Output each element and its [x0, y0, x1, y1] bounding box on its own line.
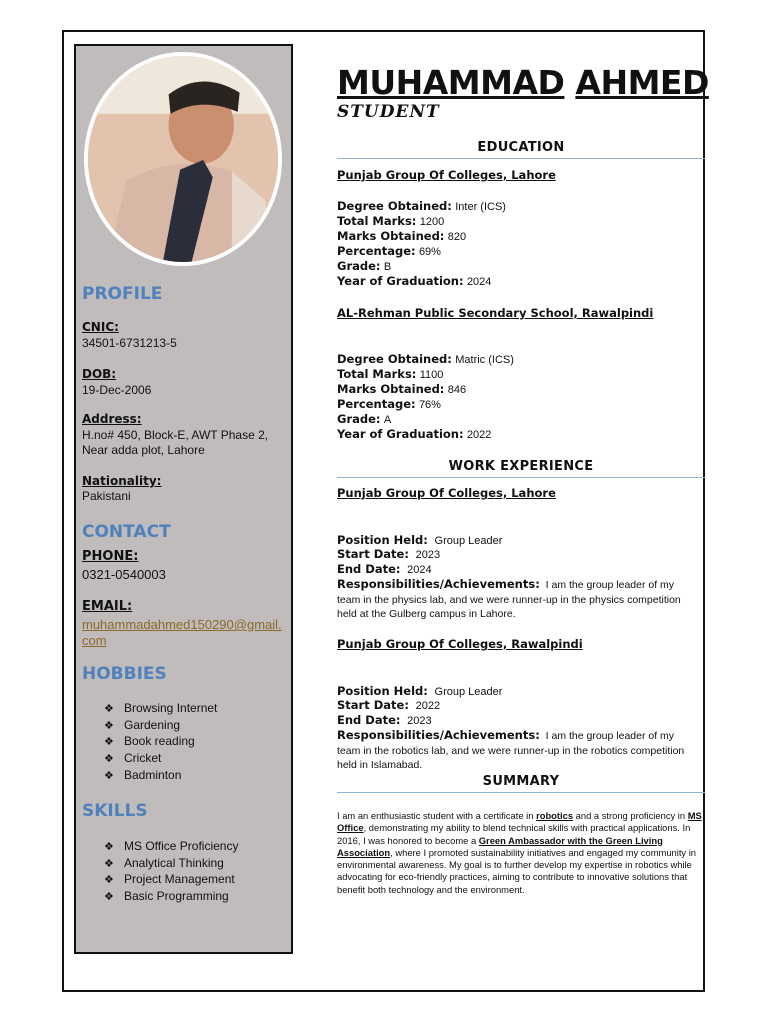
position-row: Position Held: Group Leader: [337, 533, 503, 547]
responsibilities-row: Responsibilities/Achievements: I am the group leader of my team in the robotics lab, and we were runner-up in the robotics competition held in Islamabad.: [337, 728, 685, 771]
sidebar: [74, 44, 293, 954]
work-organization: Punjab Group Of Colleges, Rawalpindi: [337, 637, 583, 651]
skills-list: [104, 838, 238, 905]
email-label: EMAIL:: [82, 599, 133, 614]
candidate-role: STUDENT: [337, 102, 440, 122]
start-date-row: Start Date: 2023: [337, 547, 441, 561]
end-date-row: End Date: 2023: [337, 713, 432, 727]
candidate-name: [337, 63, 709, 102]
position-row: Position Held: Group Leader: [337, 684, 503, 698]
list-item: ❖ Badminton: [104, 767, 217, 784]
last-name: AHMED: [575, 63, 709, 102]
education-institution: Punjab Group Of Colleges, Lahore: [337, 168, 556, 182]
percentage-row: Percentage: 76%: [337, 397, 441, 411]
diamond-bullet-icon: ❖: [104, 719, 114, 732]
marks-obtained-row: Marks Obtained: 820: [337, 229, 467, 243]
profile-heading: PROFILE: [82, 284, 163, 304]
degree-row: Degree Obtained: Matric (ICS): [337, 352, 514, 366]
phone-label: PHONE:: [82, 549, 139, 564]
work-organization: Punjab Group Of Colleges, Lahore: [337, 486, 556, 500]
diamond-bullet-icon: ❖: [104, 874, 114, 887]
marks-obtained-row: Marks Obtained: 846: [337, 382, 467, 396]
work-experience-heading: WORK EXPERIENCE: [448, 459, 594, 474]
list-item: ❖ Browsing Internet: [104, 700, 217, 717]
list-item: ❖ Cricket: [104, 750, 217, 767]
grade-row: Grade: B: [337, 259, 392, 273]
list-item: ❖ Book reading: [104, 733, 217, 750]
degree-row: Degree Obtained: Inter (ICS): [337, 199, 506, 213]
list-item: ❖ Project Management: [104, 871, 238, 888]
graduation-year-row: Year of Graduation: 2022: [337, 427, 492, 441]
responsibilities-row: Responsibilities/Achievements: I am the group leader of my team in the physics lab, and we were runner-up in the physics competition held at the Gulberg campus in Lahore.: [337, 577, 681, 620]
diamond-bullet-icon: ❖: [104, 891, 114, 904]
skills-heading: SKILLS: [82, 801, 148, 821]
list-item: ❖ Basic Programming: [104, 888, 238, 905]
end-date-row: End Date: 2024: [337, 562, 432, 576]
total-marks-row: Total Marks: 1100: [337, 367, 444, 381]
education-institution: AL-Rehman Public Secondary School, Rawalpindi: [337, 306, 654, 320]
summary-paragraph: I am an enthusiastic student with a certificate in robotics and a strong proficiency in MS Office, demonstrating my ability to blend technical skills with practical applications. In 2016, I was honored to become a Green Ambassador with the Green Living Association, where I promoted sustainability initiatives and engaged my community in environmental awareness. My goal is to further develop my expertise in robotics while advocating for eco-friendly practices, aiming to contribute to innovative solutions that benefit both technology and the environment.: [337, 810, 702, 895]
dob-value: 19-Dec-2006: [82, 383, 152, 397]
cnic-label: CNIC:: [82, 320, 119, 334]
nationality-label: Nationality:: [82, 474, 162, 488]
address-label: Address:: [82, 412, 142, 426]
diamond-bullet-icon: ❖: [104, 753, 114, 766]
profile-photo-illustration: [88, 56, 278, 262]
diamond-bullet-icon: ❖: [104, 857, 114, 870]
email-link[interactable]: muhammadahmed150290@gmail.com: [82, 617, 282, 648]
cnic-value: 34501-6731213-5: [82, 336, 177, 350]
section-divider: [337, 792, 705, 793]
hobbies-list: [104, 700, 217, 783]
diamond-bullet-icon: ❖: [104, 769, 114, 782]
grade-row: Grade: A: [337, 412, 392, 426]
first-name: MUHAMMAD: [337, 63, 565, 102]
list-item: ❖ MS Office Proficiency: [104, 838, 238, 855]
percentage-row: Percentage: 69%: [337, 244, 441, 258]
address-value: H.no# 450, Block-E, AWT Phase 2, Near adda plot, Lahore: [82, 428, 269, 457]
profile-photo: [84, 52, 282, 266]
section-divider: [337, 477, 705, 478]
phone-value: 0321-0540003: [82, 567, 166, 582]
list-item: ❖ Gardening: [104, 717, 217, 734]
nationality-value: Pakistani: [82, 489, 131, 503]
start-date-row: Start Date: 2022: [337, 698, 441, 712]
graduation-year-row: Year of Graduation: 2024: [337, 274, 492, 288]
hobbies-heading: HOBBIES: [82, 664, 167, 684]
dob-label: DOB:: [82, 367, 117, 381]
diamond-bullet-icon: ❖: [104, 841, 114, 853]
contact-heading: CONTACT: [82, 522, 171, 542]
total-marks-row: Total Marks: 1200: [337, 214, 445, 228]
diamond-bullet-icon: ❖: [104, 703, 114, 715]
diamond-bullet-icon: ❖: [104, 736, 114, 749]
list-item: ❖ Analytical Thinking: [104, 855, 238, 872]
section-divider: [337, 158, 705, 159]
education-heading: EDUCATION: [477, 140, 565, 155]
summary-heading: SUMMARY: [482, 774, 560, 789]
